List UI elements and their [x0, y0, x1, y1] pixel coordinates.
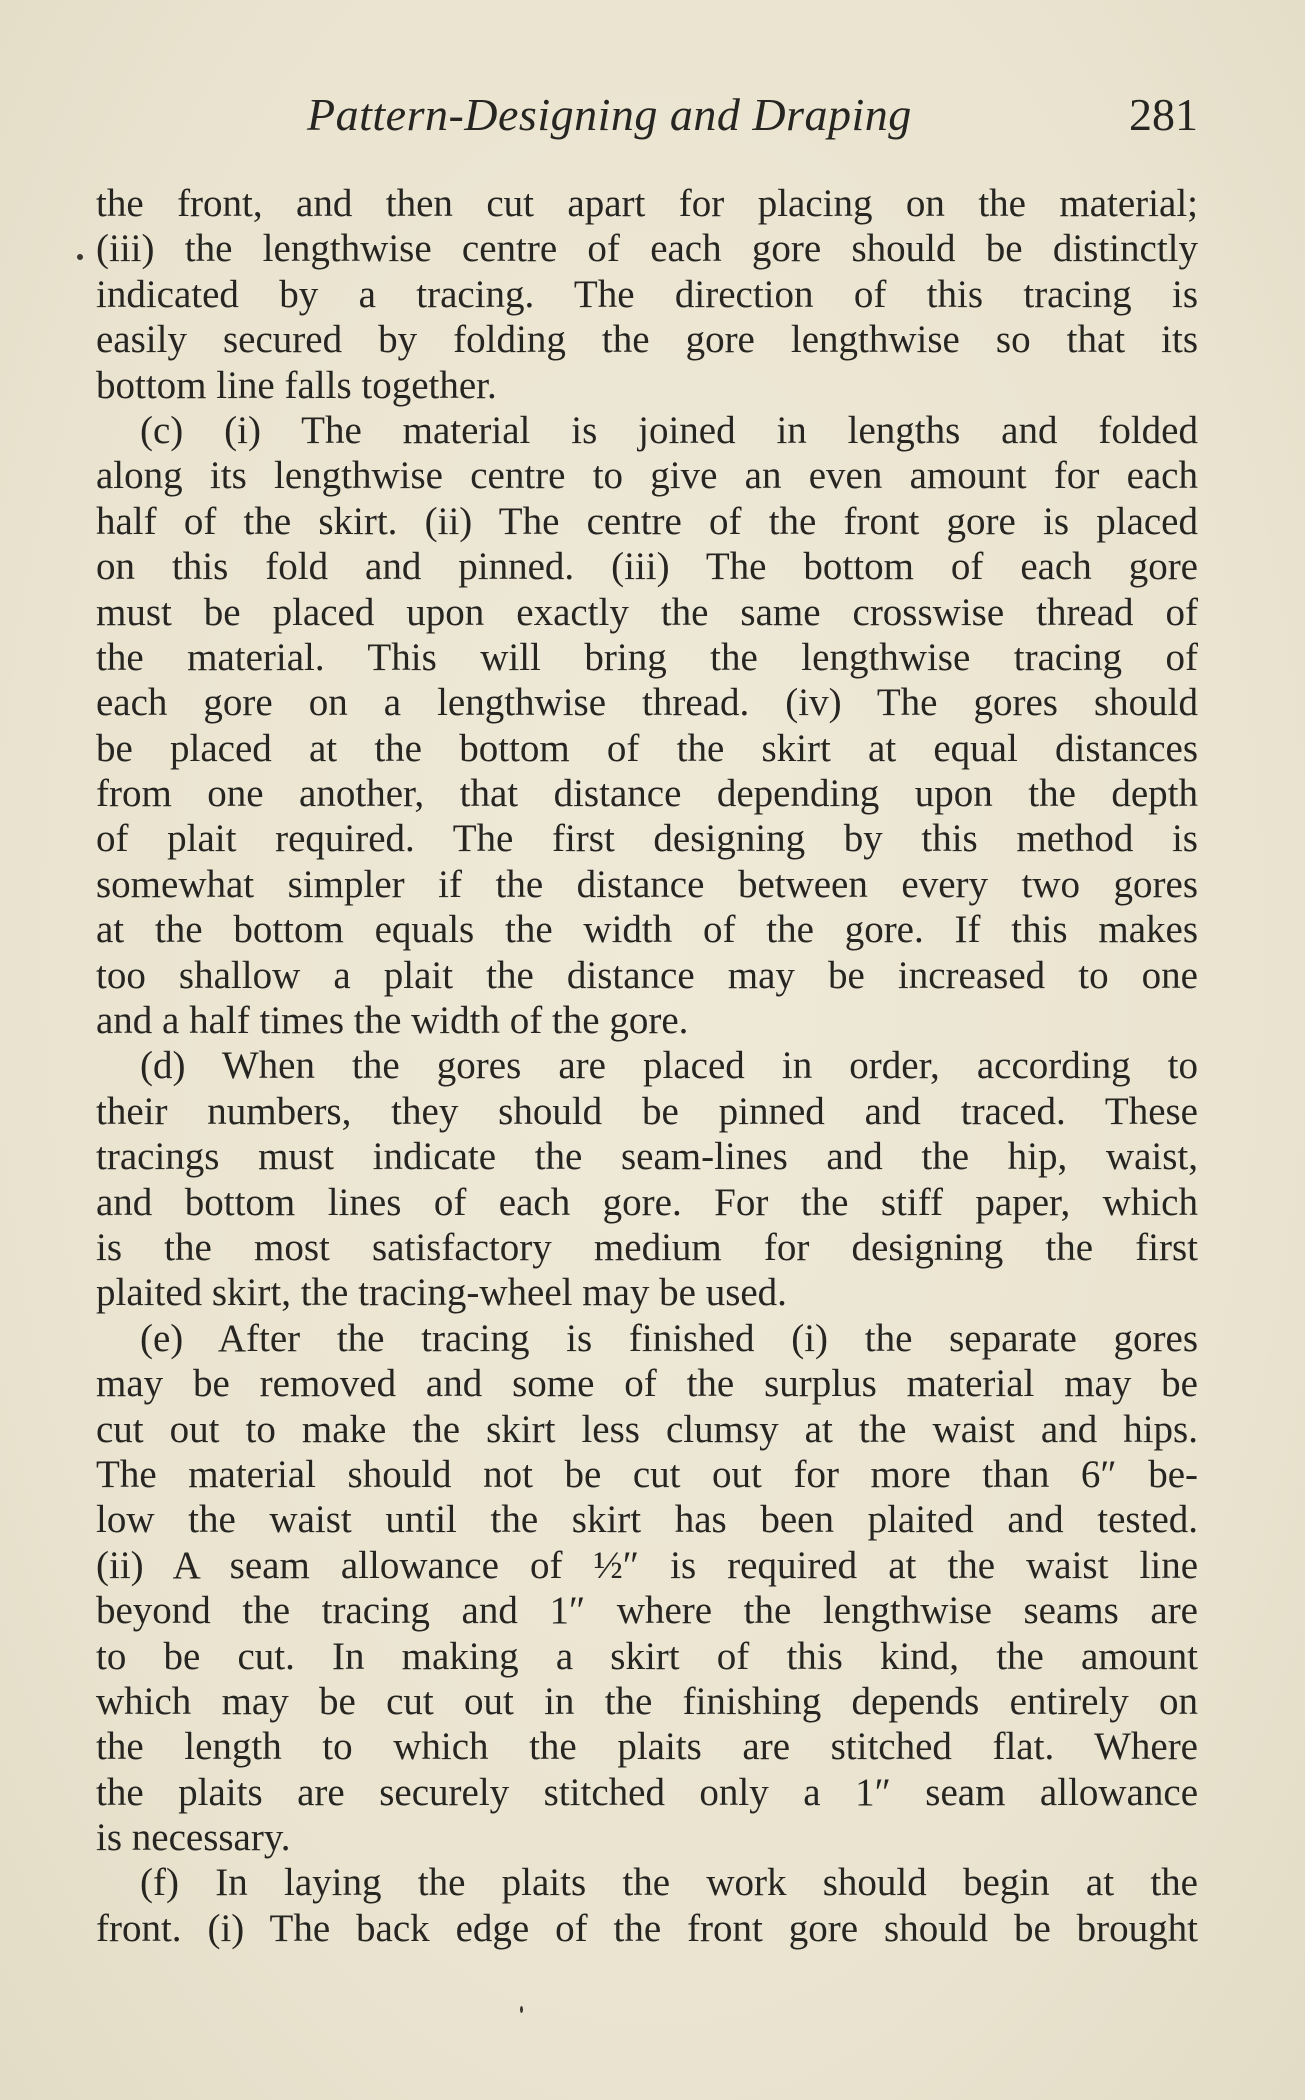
text-line: at the bottom equals the width of the gore. If this makes [96, 908, 1198, 952]
text-line: beyond the tracing and 1″ where the lengthwise seams are [96, 1589, 1198, 1633]
text-line: is the most satisfactory medium for designing the first [96, 1225, 1198, 1269]
text-line: which may be cut out in the finishing depends entirely on [96, 1679, 1198, 1723]
text-line: each gore on a lengthwise thread. (iv) The gores should [96, 681, 1198, 725]
text-line: their numbers, they should be pinned and traced. These [96, 1089, 1198, 1133]
text-line: the material. This will bring the lengthwise tracing of [96, 635, 1198, 679]
text-line: front. (i) The back edge of the front gore should be brought [96, 1906, 1198, 1950]
text-line: to be cut. In making a skirt of this kind, the amount [96, 1634, 1198, 1678]
text-line: (c) (i) The material is joined in lengths and folded [140, 408, 1198, 452]
text-line: on this fold and pinned. (iii) The bottom of each gore [96, 545, 1198, 589]
text-line: be placed at the bottom of the skirt at equal distances [96, 726, 1198, 770]
text-line: and a half times the width of the gore. [96, 999, 689, 1043]
page-header [96, 88, 1198, 158]
text-line: is necessary. [96, 1816, 291, 1860]
text-line: (f) In laying the plaits the work should begin at the [140, 1861, 1198, 1905]
text-line: from one another, that distance depending upon the depth [96, 772, 1198, 816]
text-line: indicated by a tracing. The direction of this tracing is [96, 272, 1198, 316]
text-line: of plait required. The first designing by this method is [96, 817, 1198, 861]
text-line: (d) When the gores are placed in order, according to [140, 1044, 1198, 1088]
text-line: (ii) A seam allowance of ½″ is required at the waist line [96, 1543, 1198, 1587]
body-text [96, 181, 1198, 1951]
text-line: too shallow a plait the distance may be increased to one [96, 953, 1198, 997]
text-line: and bottom lines of each gore. For the stiff paper, which [96, 1180, 1198, 1224]
text-line: plaited skirt, the tracing-wheel may be used. [96, 1271, 787, 1315]
text-line: (e) After the tracing is finished (i) the separate gores [140, 1316, 1198, 1360]
page-number: 281 [1129, 89, 1198, 140]
text-line: half of the skirt. (ii) The centre of the front gore is placed [96, 499, 1198, 543]
text-line: tracings must indicate the seam-lines and the hip, waist, [96, 1135, 1198, 1179]
text-line: cut out to make the skirt less clumsy at the waist and hips. [96, 1407, 1198, 1451]
running-head: Pattern-Designing and Draping [307, 89, 912, 140]
ink-speck [520, 2006, 523, 2013]
text-line: may be removed and some of the surplus material may be [96, 1362, 1198, 1406]
text-line: must be placed upon exactly the same crosswise thread of [96, 590, 1198, 634]
text-line: the plaits are securely stitched only a 1″ seam allowance [96, 1770, 1198, 1814]
text-line: low the waist until the skirt has been plaited and tested. [96, 1498, 1198, 1542]
text-line: The material should not be cut out for more than 6″ be- [96, 1452, 1198, 1496]
text-line: (iii) the lengthwise centre of each gore should be distinctly [96, 227, 1198, 271]
text-line: the length to which the plaits are stitched flat. Where [96, 1725, 1198, 1769]
text-line: the front, and then cut apart for placing on the material; [96, 182, 1198, 225]
text-line: easily secured by folding the gore lengthwise so that its [96, 318, 1198, 362]
ink-speck [77, 254, 83, 260]
text-line: somewhat simpler if the distance between every two gores [96, 862, 1198, 906]
text-line: bottom line falls together. [96, 363, 497, 407]
text-line: along its lengthwise centre to give an even amount for each [96, 454, 1198, 498]
